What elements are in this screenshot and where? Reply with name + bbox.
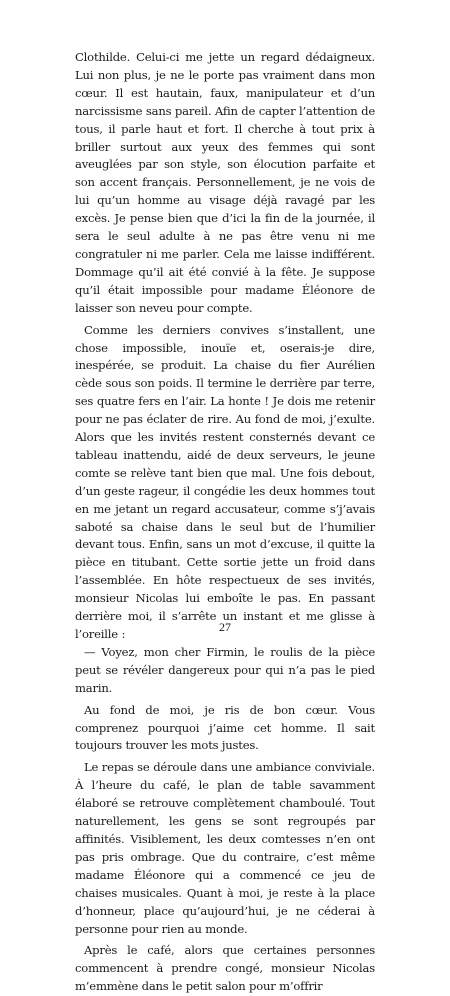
paragraph: Comme les derniers convives s’installent, une chose impossible, inouïe et, oserais-je dire, inespérée, se produit. La chaise du fier Aurélien cède sous son poids. Il termine le derrière par terre, ses quatre fers en l’air. La honte ! Je dois me retenir pour ne pas éclater de rire. Au fond de moi, j’exulte. Alors que les invités restent consternés devant ce tableau inattendu, aidé de deux serveurs, le jeune comte se relève tant bien que mal. Une fois debout, d’un geste rageur, il congédie les deux hommes tout en me jetant un regard accusateur, comme s’j’avais saboté sa chaise dans le seul but de l’humilier devant tous. Enfin, sans un mot d’excuse, il quitte la pièce en titubant. Cette sortie jette un froid dans l’assemblée. En hôte respectueux de ses invités, monsieur Nicolas lui emboîte le pas. En passant derrière moi, il s’arrête un instant et me glisse à l’oreille : xyxy=(75,322,375,641)
paragraph: Le repas se déroule dans une ambiance conviviale. À l’heure du café, le plan de table savamment élaboré se retrouve complètement chamboulé. Tout naturellement, les gens se sont regroupés par affinités. Visiblement, les deux comtesses n’en ont pas pris ombrage. Que du contraire, c’est même madame Éléonore qui a commencé ce jeu de chaises musicales. Quant à moi, je reste à la place d’honneur, place qu’aujourd’hui, je ne céderai à personne pour rien au monde. xyxy=(75,760,375,936)
paragraph: Clothilde. Celui-ci me jette un regard dédaigneux. Lui non plus, je ne le porte pas vraiment dans mon cœur. Il est hautain, faux, manipulateur et d’un narcissisme sans pareil. Afin de capter l’attention de tous, il parle haut et fort. Il cherche à tout prix à briller surtout aux yeux des femmes qui sont aveuglées par son style, son élocution parfaite et son accent français. Personnellement, je ne vois de lui qu’un homme au visage déjà ravagé par les excès. Je pense bien que d’ici la fin de la journée, il sera le seul adulte à ne pas être venu ni me congratuler ni me parler. Cela me laisse indifférent. Dommage qu’il ait été convié à la fête. Je suppose qu’il était impossible pour madame Éléonore de laisser son neveu pour compte. xyxy=(75,50,375,315)
paragraph: — Voyez, mon cher Firmin, le roulis de la pièce peut se révéler dangereux pour qui n’a pas le pied marin. xyxy=(75,644,375,695)
page-number: 27 xyxy=(219,620,231,634)
body-text xyxy=(75,49,375,996)
paragraph: Après le café, alors que certaines personnes commencent à prendre congé, monsieur Nicolas m’emmène dans le petit salon pour m’offrir xyxy=(75,943,375,994)
paragraph: Au fond de moi, je ris de bon cœur. Vous comprenez pourquoi j’aime cet homme. Il sait toujours trouver les mots justes. xyxy=(75,702,375,753)
